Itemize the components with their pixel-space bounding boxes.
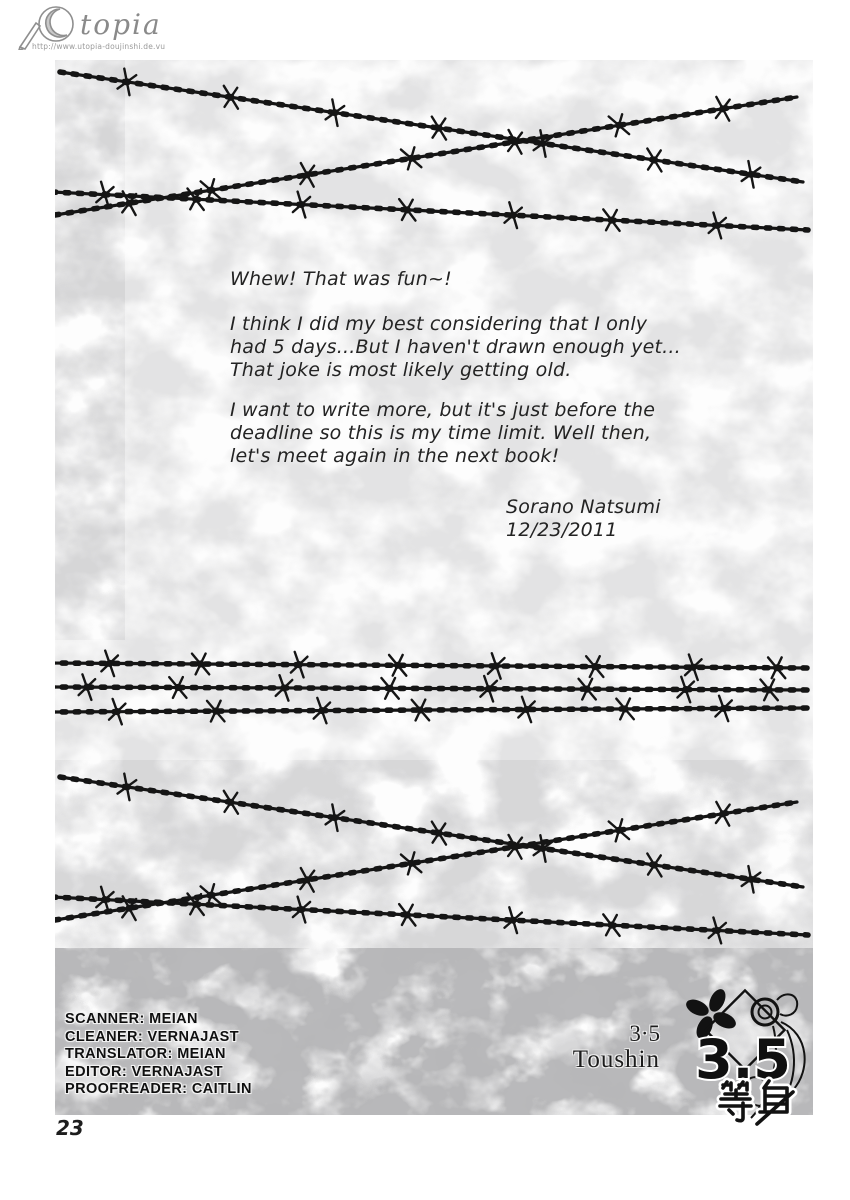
afterword-paragraph-2	[230, 313, 681, 382]
barbed-wire-top	[60, 69, 803, 188]
chapter-stamp-art	[681, 986, 813, 1128]
afterword-line: I want to write more, but it's just before the	[230, 399, 656, 421]
afterword-paragraph-3	[230, 399, 655, 468]
barbed-wire-illustration	[55, 60, 813, 1115]
author-name: Sorano Natsumi	[506, 496, 661, 518]
afterword-line: had 5 days...But I haven't drawn enough yet...	[230, 336, 681, 358]
credit-editor: EDITOR: VERNAJAST	[65, 1063, 223, 1080]
credit-scanner: SCANNER: MEIAN	[65, 1011, 198, 1027]
stamp-number: 3.5	[695, 1028, 791, 1091]
barbed-wire-bottom	[60, 774, 803, 893]
afterword-line: Whew! That was fun~!	[230, 268, 452, 290]
barbed-wire-middle	[55, 674, 807, 702]
chapter-number: 3·5	[629, 1021, 660, 1046]
afterword-line: deadline so this is my time limit. Well then,	[230, 422, 652, 444]
afterword-line: let's meet again in the next book!	[230, 445, 560, 467]
signature-date: 12/23/2011	[506, 519, 618, 541]
art-area	[55, 60, 813, 1115]
utopia-logo	[16, 2, 176, 58]
afterword-paragraph-1	[230, 268, 452, 291]
barbed-wire-bottom	[55, 887, 808, 944]
logo-wordmark: topia	[80, 8, 162, 41]
afterword-line: I think I did my best considering that I only	[230, 313, 648, 335]
chapter-title-block	[573, 1022, 660, 1073]
barbed-wire-middle	[55, 651, 807, 680]
afterword-line: That joke is most likely getting old.	[230, 359, 572, 381]
page-number: 23	[56, 1116, 84, 1140]
barbed-wire-top	[55, 182, 808, 239]
crescent-moon-icon	[39, 7, 73, 41]
scanlation-credits	[65, 1011, 252, 1099]
ribbon-bow-icon	[752, 994, 797, 1025]
credit-proofreader: PROOFREADER: CAITLIN	[65, 1081, 252, 1098]
credit-translator: TRANSLATOR: MEIAN	[65, 1046, 226, 1063]
logo-url: http://www.utopia-doujinshi.de.vu	[32, 42, 166, 51]
chapter-stamp	[681, 986, 813, 1128]
chapter-title: Toushin	[572, 1046, 660, 1073]
author-signature	[506, 496, 661, 542]
credit-cleaner: CLEANER: VERNAJAST	[65, 1028, 239, 1045]
barbed-wire-middle	[55, 696, 807, 725]
